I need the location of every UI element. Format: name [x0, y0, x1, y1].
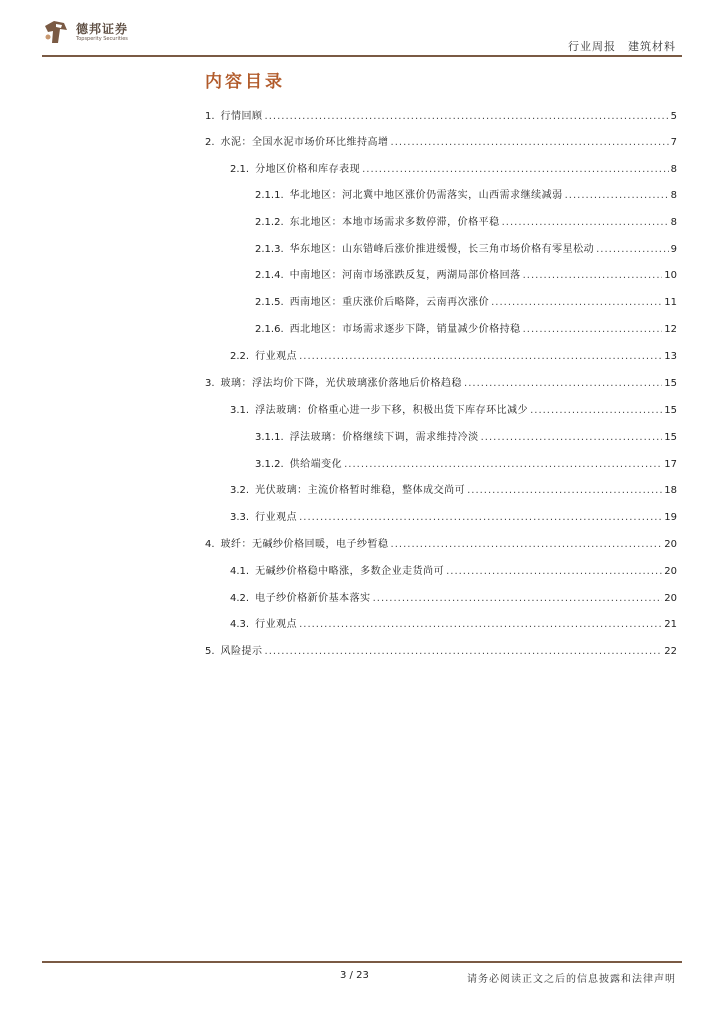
brand-name-en: Topsperity Securities — [76, 36, 128, 42]
toc-entry[interactable]: 3.3. 行业观点 ..... 19 — [230, 508, 677, 524]
toc-entry[interactable]: 2.1.3. 华东地区：山东错峰后涨价推进缓慢，长三角市场价格有零星松动 ..... 9 — [255, 240, 677, 256]
brand-logo-icon — [42, 18, 70, 46]
report-category — [568, 38, 676, 54]
toc-entry[interactable]: 4.2. 电子纱价格新价基本落实 ..... 20 — [230, 589, 677, 605]
toc-entry[interactable]: 4.3. 行业观点 ..... 21 — [230, 615, 677, 631]
page-number: 3 / 23 — [340, 970, 369, 981]
toc-entry[interactable]: 2.1. 分地区价格和库存表现 ..... 8 — [230, 160, 677, 176]
header-divider — [42, 55, 682, 57]
toc-entry[interactable]: 3.1.1. 浮法玻璃：价格继续下调，需求维持冷淡 ..... 15 — [255, 428, 677, 444]
toc-title: 内容目录 — [205, 72, 285, 92]
toc-entry[interactable]: 1. 行情回顾 ..... 5 — [205, 107, 677, 123]
toc-entry[interactable]: 4.1. 无碱纱价格稳中略涨，多数企业走货尚可 ..... 20 — [230, 562, 677, 578]
footer-divider — [42, 961, 682, 963]
toc-entry[interactable]: 2.1.1. 华北地区：河北冀中地区涨价仍需落实，山西需求继续减弱 ..... 8 — [255, 186, 677, 202]
toc-entry[interactable]: 3. 玻璃：浮法均价下降，光伏玻璃涨价落地后价格趋稳 ..... 15 — [205, 374, 677, 390]
toc-entry[interactable]: 3.1.2. 供给端变化 ..... 17 — [255, 455, 677, 471]
toc-entry[interactable]: 2.1.4. 中南地区：河南市场涨跌反复，两湖局部价格回落 ..... 10 — [255, 266, 677, 282]
report-type: 行业周报 — [568, 40, 616, 53]
toc-entry[interactable]: 4. 玻纤：无碱纱价格回暖，电子纱暂稳 ..... 20 — [205, 535, 677, 551]
toc-entry[interactable]: 2.2. 行业观点 ..... 13 — [230, 347, 677, 363]
toc-entry[interactable]: 2. 水泥：全国水泥市场价环比维持高增 ..... 7 — [205, 133, 677, 149]
brand-name-cn: 德邦证券 — [76, 22, 129, 36]
page-header — [0, 0, 724, 60]
toc-entry[interactable]: 2.1.6. 西北地区：市场需求逐步下降，销量减少价格持稳 ..... 12 — [255, 320, 677, 336]
toc-entry[interactable]: 3.1. 浮法玻璃：价格重心进一步下移，积极出货下库存环比减少 ..... 15 — [230, 401, 677, 417]
toc-entry[interactable]: 2.1.5. 西南地区：重庆涨价后略降，云南再次涨价 ..... 11 — [255, 293, 677, 309]
toc-entry[interactable]: 2.1.2. 东北地区：本地市场需求多数停滞，价格平稳 ..... 8 — [255, 213, 677, 229]
brand-logo — [42, 18, 162, 48]
toc-entry[interactable]: 3.2. 光伏玻璃：主流价格暂时维稳，整体成交尚可 ..... 18 — [230, 481, 677, 497]
toc-entry[interactable]: 5. 风险提示 ..... 22 — [205, 642, 677, 658]
legal-disclaimer: 请务必阅读正文之后的信息披露和法律声明 — [467, 974, 676, 985]
report-sector: 建筑材料 — [628, 40, 676, 53]
